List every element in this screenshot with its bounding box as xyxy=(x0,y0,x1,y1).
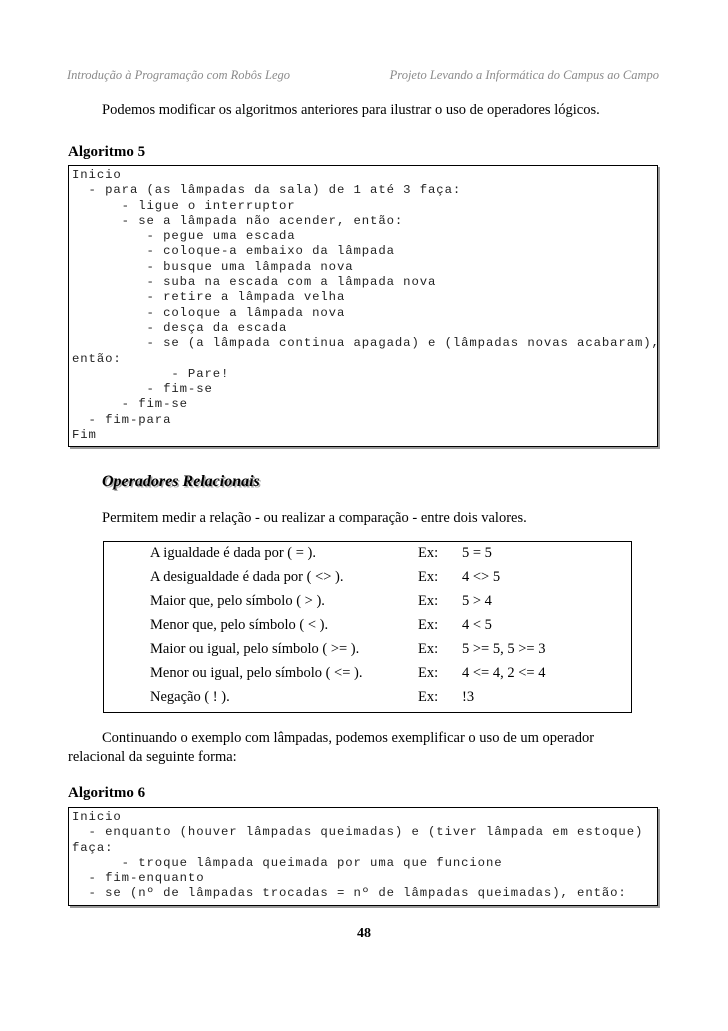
table-row xyxy=(104,617,631,641)
example-label: Ex: xyxy=(418,641,439,657)
example-value: 5 = 5 xyxy=(462,545,492,561)
example-value: 4 <= 4, 2 <= 4 xyxy=(462,665,546,681)
code-line: - ligue o interruptor xyxy=(72,198,296,213)
page-number: 48 xyxy=(357,926,371,941)
example-label: Ex: xyxy=(418,617,439,633)
operator-description: A desigualdade é dada por ( <> ). xyxy=(150,569,344,585)
code-line: - pegue uma escada xyxy=(72,229,296,244)
algorithm-6-title: Algoritmo 6 xyxy=(68,785,146,801)
relational-operators-table xyxy=(103,541,632,713)
relational-description: Permitem medir a relação - ou realizar a comparação - entre dois valores. xyxy=(102,510,527,526)
example-label: Ex: xyxy=(418,689,439,705)
code-line: - troque lâmpada queimada por uma que funcione xyxy=(72,855,503,870)
example-label: Ex: xyxy=(418,545,439,561)
operator-description: Menor ou igual, pelo símbolo ( <= ). xyxy=(150,665,363,681)
code-line: Fim xyxy=(72,428,97,443)
operator-description: Negação ( ! ). xyxy=(150,689,230,705)
relational-operators-heading: Operadores Relacionais xyxy=(102,473,260,490)
example-label: Ex: xyxy=(418,569,439,585)
intro-paragraph: Podemos modificar os algoritmos anteriores para ilustrar o uso de operadores lógicos. xyxy=(102,102,600,118)
code-line: - fim-se xyxy=(72,397,188,412)
code-line: - desça da escada xyxy=(72,320,288,335)
code-line: - Pare! xyxy=(72,366,230,381)
example-value: 4 <> 5 xyxy=(462,569,501,585)
code-line: - suba na escada com a lâmpada nova xyxy=(72,275,437,290)
code-line: - fim-enquanto xyxy=(72,871,205,886)
operator-description: Maior ou igual, pelo símbolo ( >= ). xyxy=(150,641,360,657)
code-line: - coloque-a embaixo da lâmpada xyxy=(72,244,395,259)
table-row xyxy=(104,545,631,569)
operator-description: Maior que, pelo símbolo ( > ). xyxy=(150,593,325,609)
code-line: faça: xyxy=(72,840,114,855)
example-value: 4 < 5 xyxy=(462,617,492,633)
code-line: - para (as lâmpadas da sala) de 1 até 3 faça: xyxy=(72,183,462,198)
example-label: Ex: xyxy=(418,665,439,681)
table-row xyxy=(104,641,631,665)
example-value: 5 > 4 xyxy=(462,593,492,609)
code-line: então: xyxy=(72,351,122,366)
code-line: Inicio xyxy=(72,810,122,824)
header-right-title: Projeto Levando a Informática do Campus ao Campo xyxy=(389,68,659,82)
code-line: Inicio xyxy=(72,168,122,182)
algorithm-5-title: Algoritmo 5 xyxy=(68,144,146,160)
algorithm-6-code-box xyxy=(68,807,658,906)
header-left-title: Introdução à Programação com Robôs Lego xyxy=(67,68,291,82)
code-line: - enquanto (houver lâmpadas queimadas) e (tiver lâmpada em estoque) xyxy=(72,825,644,840)
code-line: - retire a lâmpada velha xyxy=(72,290,346,305)
continuation-paragraph-line-1: Continuando o exemplo com lâmpadas, podemos exemplificar o uso de um operador xyxy=(102,730,595,746)
table-row xyxy=(104,569,631,593)
code-line: - busque uma lâmpada nova xyxy=(72,259,354,274)
operator-description: Menor que, pelo símbolo ( < ). xyxy=(150,617,329,633)
code-line: - fim-se xyxy=(72,382,213,397)
code-line: - fim-para xyxy=(72,412,172,427)
code-line: - se (nº de lâmpadas trocadas = nº de lâmpadas queimadas), então: xyxy=(72,886,627,901)
example-label: Ex: xyxy=(418,593,439,609)
code-line: - coloque a lâmpada nova xyxy=(72,305,346,320)
table-row xyxy=(104,593,631,617)
code-line: - se a lâmpada não acender, então: xyxy=(72,213,404,228)
table-row xyxy=(104,689,631,713)
table-row xyxy=(104,665,631,689)
continuation-paragraph-line-2: relacional da seguinte forma: xyxy=(68,749,237,765)
example-value: 5 >= 5, 5 >= 3 xyxy=(462,641,546,657)
operator-description: A igualdade é dada por ( = ). xyxy=(150,545,317,561)
code-line: - se (a lâmpada continua apagada) e (lâmpadas novas acabaram), xyxy=(72,336,660,351)
algorithm-5-code-box xyxy=(68,165,658,447)
example-value: !3 xyxy=(462,689,475,705)
